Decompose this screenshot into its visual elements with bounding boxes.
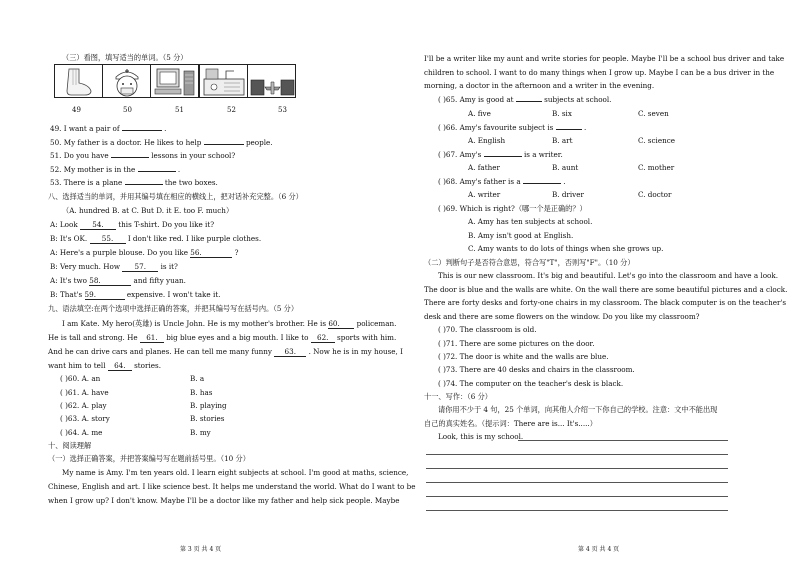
- blank-62[interactable]: 62.: [311, 333, 335, 343]
- classroom-passage-line-1: This is our new classroom. It's big and beautiful. Let's go into the classroom and have a look.: [438, 271, 779, 280]
- blank-56[interactable]: 56.: [190, 248, 232, 258]
- option-c: C. mother: [638, 163, 675, 172]
- grammar-option-b: B. has: [190, 388, 213, 397]
- page-footer: 第 3 页 共 4 页: [180, 546, 222, 553]
- option-a: A. five: [468, 109, 491, 118]
- grammar-option-b: B. stories: [190, 414, 225, 423]
- option-b: B. six: [552, 109, 572, 118]
- question-52: 52. My mother is in the .: [50, 165, 181, 174]
- option-a: A. Amy has ten subjects at school.: [468, 217, 593, 226]
- answer-blank[interactable]: [516, 101, 542, 102]
- option-b: B. aunt: [552, 163, 579, 172]
- answer-blank[interactable]: [204, 144, 244, 145]
- grammar-question[interactable]: ( )62. A. play: [60, 401, 107, 410]
- grammar-option-b: B. a: [190, 374, 205, 383]
- section-8-options: （A. hundred B. at C. But D. it E. too F. much）: [62, 206, 234, 215]
- question-65[interactable]: ( )65. Amy is good at subjects at school.: [438, 95, 612, 104]
- section-10-part-2-title: （二）判断句子是否符合意思，符合写"T"，否则写"F"。（10 分）: [424, 258, 635, 267]
- question-67[interactable]: ( )67. Amy's is a writer.: [438, 150, 563, 159]
- reading-line-4: I'll be a writer like my aunt and write stories for people. Maybe I'll be a school bus driver and take: [424, 54, 785, 63]
- reading-line-3: when I grow up? I don't know. Maybe I'll be a doctor like my father and help sick people. Maybe: [48, 496, 400, 505]
- question-50: 50. My father is a doctor. He likes to help people.: [50, 138, 273, 147]
- section-8-title: 八、选择适当的单词，并用其编号填在相应的横线上，把对话补充完整。（6 分）: [48, 192, 303, 201]
- blank-54[interactable]: 54.: [80, 220, 116, 230]
- picture-row: [54, 64, 295, 98]
- blank-58[interactable]: 58.: [89, 276, 131, 286]
- section-3-title: （三）看图，填写适当的单词。（5 分）: [62, 53, 188, 62]
- writing-line[interactable]: [426, 468, 728, 469]
- plane-between-boxes-picture: [247, 64, 296, 98]
- question-53: 53. There is a plane the two boxes.: [50, 178, 218, 187]
- grammar-question[interactable]: ( )61. A. have: [60, 388, 109, 397]
- answer-blank[interactable]: [122, 130, 162, 131]
- answer-blank[interactable]: [125, 184, 163, 185]
- option-c: C. science: [638, 136, 675, 145]
- true-false-question[interactable]: ( )73. There are 40 desks and chairs in the classroom.: [438, 365, 635, 374]
- answer-blank[interactable]: [111, 157, 149, 158]
- section-11-title: 十一、写作：（6 分）: [424, 392, 492, 401]
- right-page: [400, 0, 794, 562]
- option-a: A. father: [468, 163, 500, 172]
- reading-line-1: My name is Amy. I'm ten years old. I learn eight subjects at school. I'm good at maths, science,: [62, 468, 409, 477]
- picture-number-50: 50: [123, 106, 132, 114]
- answer-blank[interactable]: [523, 183, 561, 184]
- answer-blank[interactable]: [484, 156, 522, 157]
- true-false-question[interactable]: ( )70. The classroom is old.: [438, 325, 537, 334]
- page-footer: 第 4 页 共 4 页: [578, 546, 620, 553]
- dialogue-line-4: B: Very much. How 57. is it?: [50, 262, 178, 271]
- blank-55[interactable]: 55.: [90, 234, 126, 244]
- passage-line-4: want him to tell 64. stories.: [48, 361, 161, 370]
- answer-blank[interactable]: [556, 129, 582, 130]
- grammar-question[interactable]: ( )63. A. story: [60, 414, 110, 423]
- option-c: C. doctor: [638, 190, 672, 199]
- answer-blank[interactable]: [138, 171, 176, 172]
- writing-instruction-line-2: 自己的真实姓名。（提示词：There are is... It's.....）: [424, 419, 597, 428]
- writing-line[interactable]: [426, 482, 728, 483]
- question-51: 51. Do you have lessons in your school?: [50, 151, 236, 160]
- grammar-question[interactable]: ( )64. A. me: [60, 428, 103, 437]
- writing-start: Look, this is my school.: [438, 432, 524, 441]
- classroom-passage-line-2: The door is blue and the walls are white. On the wall there are some beautiful pictures and a clock.: [424, 285, 788, 294]
- reading-line-5: children to school. I want to do many things when I grow up. Maybe I can be a bus driver in the: [424, 68, 775, 77]
- section-9-title: 九、语法填空:在两个选项中选择正确的答案，并把其编号写在括号内。（5 分）: [48, 304, 299, 313]
- dialogue-line-5: A: It's two 58. and fifty yuan.: [50, 276, 186, 285]
- true-false-question[interactable]: ( )72. The door is white and the walls are blue.: [438, 352, 609, 361]
- true-false-question[interactable]: ( )74. The computer on the teacher's desk is black.: [438, 379, 624, 388]
- blank-61[interactable]: 61.: [140, 333, 164, 343]
- picture-number-51: 51: [175, 106, 184, 114]
- classroom-passage-line-4: desk and there are some flowers on the window. Do you like my classroom?: [424, 312, 700, 321]
- socks-picture: [54, 64, 103, 98]
- writing-line[interactable]: [426, 496, 728, 497]
- passage-line-1: I am Kate. My hero(英雄) is Uncle John. He is my mother's brother. He is 60. policeman.: [62, 319, 397, 328]
- option-a: A. writer: [468, 190, 501, 199]
- writing-line[interactable]: [426, 510, 728, 511]
- blank-63[interactable]: 63.: [274, 347, 306, 357]
- section-10-part-1-title: （一）选择正确答案，并把答案编号写在题前括号里。（10 分）: [48, 454, 250, 463]
- section-10-title: 十、阅读理解: [48, 441, 92, 450]
- kitchen-picture: [199, 64, 248, 98]
- picture-number-53: 53: [278, 106, 287, 114]
- blank-59[interactable]: 59.: [85, 290, 125, 300]
- picture-number-49: 49: [72, 106, 81, 114]
- question-69[interactable]: ( )69. Which is right?（哪一个是正确的？）: [438, 204, 587, 213]
- blank-64[interactable]: 64.: [108, 361, 132, 371]
- dialogue-line-3: A: Here's a purple blouse. Do you like 56. ?: [50, 248, 239, 257]
- option-c: C. seven: [638, 109, 669, 118]
- dialogue-line-1: A: Look 54. this T-shirt. Do you like it?: [50, 220, 215, 229]
- question-49: 49. I want a pair of .: [50, 124, 167, 133]
- blank-60[interactable]: 60.: [328, 319, 354, 329]
- classroom-passage-line-3: There are forty desks and forty-one chairs in my classroom. The black computer is on the teacher's: [424, 298, 787, 307]
- option-a: A. English: [468, 136, 506, 145]
- grammar-option-b: B. my: [190, 428, 211, 437]
- writing-instruction-line-1: 请你用不少于 4 句，25 个单词，向其他人介绍一下你自己的学校。注意：文中不能出现: [438, 405, 718, 414]
- reading-line-2: Chinese, English and art. I like science best. It helps me understand the world. What do I want to be: [48, 482, 416, 491]
- computer-room-picture: [150, 64, 199, 98]
- writing-line[interactable]: [426, 454, 728, 455]
- question-66[interactable]: ( )66. Amy's favourite subject is .: [438, 123, 587, 132]
- dialogue-line-2: B: It's OK. 55. I don't like red. I like purple clothes.: [50, 234, 262, 243]
- blank-57[interactable]: 57.: [122, 262, 158, 272]
- passage-line-2: He is tall and strong. He 61. big blue eyes and a big mouth. I like to 62. sports with him.: [48, 333, 397, 342]
- true-false-question[interactable]: ( )71. There are some pictures on the door.: [438, 339, 595, 348]
- doctor-picture: [102, 64, 151, 98]
- grammar-question[interactable]: ( )60. A. an: [60, 374, 101, 383]
- option-b: B. art: [552, 136, 573, 145]
- question-68[interactable]: ( )68. Amy's father is a .: [438, 177, 566, 186]
- option-b: B. Amy isn't good at English.: [468, 231, 574, 240]
- passage-line-3: And he can drive cars and planes. He can tell me many funny 63. . Now he is in my house, I: [48, 347, 403, 356]
- grammar-option-b: B. playing: [190, 401, 227, 410]
- picture-number-52: 52: [227, 106, 236, 114]
- option-c: C. Amy wants to do lots of things when she grows up.: [468, 244, 664, 253]
- reading-line-6: morning, a doctor in the afternoon and a writer in the evening.: [424, 81, 655, 90]
- writing-line[interactable]: [518, 440, 728, 441]
- dialogue-line-6: B: That's 59. expensive. I won't take it.: [50, 290, 221, 299]
- option-b: B. driver: [552, 190, 584, 199]
